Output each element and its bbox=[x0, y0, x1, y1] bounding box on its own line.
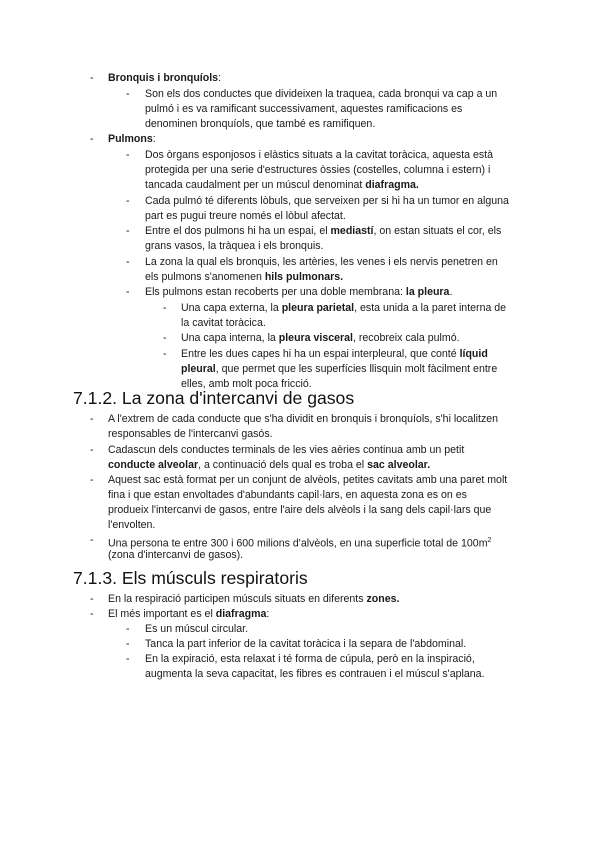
bullet-dash: - bbox=[90, 593, 94, 605]
text-line: Aquest sac està format per un conjunt de alvèols, petites cavitats amb una paret molt bbox=[108, 474, 508, 486]
text-run: Una persona te entre 300 i 600 milions d'alvèols, en una superficie total de 100m bbox=[108, 537, 488, 550]
text-run: els pulmons s'anomenen bbox=[145, 271, 265, 283]
bullet-dash: - bbox=[126, 88, 130, 100]
bold-term: diafragma bbox=[215, 608, 267, 620]
text-line bbox=[145, 178, 419, 193]
text-run: Una capa externa, la bbox=[181, 302, 282, 314]
term-pulmons-colon: : bbox=[152, 133, 156, 145]
bullet-dash: - bbox=[90, 133, 94, 145]
text-line: Cadascun dels conductes terminals de les vies aèries continua amb un petit bbox=[108, 444, 465, 456]
bullet-dash: - bbox=[90, 72, 94, 84]
text-run: Entre el dos pulmons hi ha un espai, el bbox=[145, 225, 331, 237]
bold-term: diafragma. bbox=[365, 179, 419, 191]
text-run: , que permet que les superfícies llisquin molt fàcilment entre bbox=[215, 363, 498, 375]
text-run: . bbox=[449, 286, 453, 298]
bold-term: la pleura bbox=[405, 286, 450, 298]
text-line bbox=[108, 592, 399, 607]
bold-term: sac alveolar. bbox=[367, 459, 431, 471]
text-line: la cavitat toràcica. bbox=[181, 317, 266, 329]
text-line: grans vasos, la tràquea i els bronquis. bbox=[145, 240, 324, 252]
text-run: En la respiració participen músculs situats en diferents bbox=[108, 593, 367, 605]
text-run: , esta unida a la paret interna de bbox=[354, 302, 507, 314]
text-line: Cada pulmó té diferents lòbuls, que serveixen per si hi ha un tumor en alguna bbox=[145, 195, 509, 207]
term-bronquis-colon: : bbox=[218, 72, 222, 84]
text-line: Tanca la part inferior de la cavitat toràcica i la separa de l'abdominal. bbox=[145, 638, 467, 650]
text-line bbox=[181, 301, 506, 316]
bold-term: líquid bbox=[459, 348, 488, 360]
text-line: protegida per una serie d'estructures òssies (costelles, columna i estern) i bbox=[145, 164, 491, 176]
text-line: elles, amb molt poca fricció. bbox=[181, 378, 312, 390]
text-line: Es un múscul circular. bbox=[145, 623, 249, 635]
text-line: augmenta la seva capacitat, les fibres es contrauen i el múscul s'aplana. bbox=[145, 668, 485, 680]
bullet-dash: - bbox=[90, 534, 94, 546]
text-line: A l'extrem de cada conducte que s'ha dividit en bronquis i bronquíols, s'hi localitzen bbox=[108, 413, 499, 425]
text-line: denominen bronquíols, que també es ramifiquen. bbox=[145, 118, 376, 130]
bold-term: pleura visceral bbox=[278, 332, 353, 344]
bold-term: conducte alveolar bbox=[108, 459, 199, 471]
bullet-dash: - bbox=[163, 332, 167, 344]
term-bronquis bbox=[108, 71, 221, 86]
text-line: responsables de l'intercanvi gasós. bbox=[108, 428, 273, 440]
text-run: , recobreix cala pulmó. bbox=[352, 332, 460, 344]
bold-term: pleural bbox=[181, 363, 216, 375]
term-pulmons-title: Pulmons bbox=[108, 133, 153, 145]
text-run: Els pulmons estan recoberts per una doble membrana: bbox=[145, 286, 406, 298]
text-run: , a continuació dels qual es troba el bbox=[198, 459, 368, 471]
text-line bbox=[181, 331, 460, 346]
superscript: 2 bbox=[487, 537, 492, 544]
bold-term: pleura parietal bbox=[281, 302, 355, 314]
bullet-dash: - bbox=[90, 608, 94, 620]
bold-term: zones. bbox=[366, 593, 400, 605]
text-line bbox=[145, 270, 343, 285]
bullet-dash: - bbox=[126, 623, 130, 635]
bullet-dash: - bbox=[126, 195, 130, 207]
text-line bbox=[108, 607, 269, 622]
bullet-dash: - bbox=[126, 256, 130, 268]
bullet-dash: - bbox=[90, 413, 94, 425]
text-line bbox=[108, 458, 430, 473]
bullet-dash: - bbox=[126, 225, 130, 237]
text-line: (zona d'intercanvi de gasos). bbox=[108, 549, 244, 561]
term-pulmons bbox=[108, 132, 156, 147]
text-line: La zona la qual els bronquis, les artèries, les venes i els nervis penetren en bbox=[145, 256, 498, 268]
text-run: El més important es el bbox=[108, 608, 216, 620]
bullet-dash: - bbox=[163, 302, 167, 314]
bullet-dash: - bbox=[126, 638, 130, 650]
text-line bbox=[181, 347, 488, 362]
text-line bbox=[181, 362, 497, 377]
section-heading-7-1-3: 7.1.3. Els músculs respiratoris bbox=[73, 568, 308, 588]
text-line: fina i que estan envoltades d'abundants capil·lars, en aquesta zona es on es bbox=[108, 489, 467, 501]
text-line: Son els dos conductes que divideixen la traquea, cada bronqui va cap a un bbox=[145, 88, 498, 100]
text-run: : bbox=[266, 608, 270, 620]
bullet-dash: - bbox=[90, 474, 94, 486]
text-run: tancada caudalment per un múscul denominat bbox=[145, 179, 366, 191]
bullet-dash: - bbox=[126, 653, 130, 665]
text-run: , on estan situats el cor, els bbox=[373, 225, 502, 237]
text-line: produeix l'intercanvi de gasos, entre l'aire dels alvèols i la sang dels capil·lars que bbox=[108, 504, 492, 516]
section-heading-7-1-2: 7.1.2. La zona d'intercanvi de gasos bbox=[73, 388, 355, 408]
bold-term: mediastí bbox=[330, 225, 374, 237]
text-line: part es pugui treure només el lòbul afectat. bbox=[145, 210, 346, 222]
bullet-dash: - bbox=[126, 149, 130, 161]
text-line: En la expiració, esta relaxat i té forma de cúpula, però en la inspiració, bbox=[145, 653, 475, 665]
text-line bbox=[145, 285, 452, 300]
text-line bbox=[145, 224, 501, 239]
text-line: l'envolten. bbox=[108, 519, 156, 531]
text-line: pulmó i es va ramificant successivament, aquestes ramificacions es bbox=[145, 103, 463, 115]
text-run: Entre les dues capes hi ha un espai interpleural, que conté bbox=[181, 348, 460, 360]
bullet-dash: - bbox=[90, 444, 94, 456]
bold-term: hils pulmonars. bbox=[264, 271, 344, 283]
bullet-dash: - bbox=[163, 348, 167, 360]
text-run: Una capa interna, la bbox=[181, 332, 279, 344]
text-line: Dos òrgans esponjosos i elàstics situats a la cavitat toràcica, aquesta està bbox=[145, 149, 494, 161]
bullet-dash: - bbox=[126, 286, 130, 298]
term-bronquis-title: Bronquis i bronquíols bbox=[108, 72, 219, 84]
